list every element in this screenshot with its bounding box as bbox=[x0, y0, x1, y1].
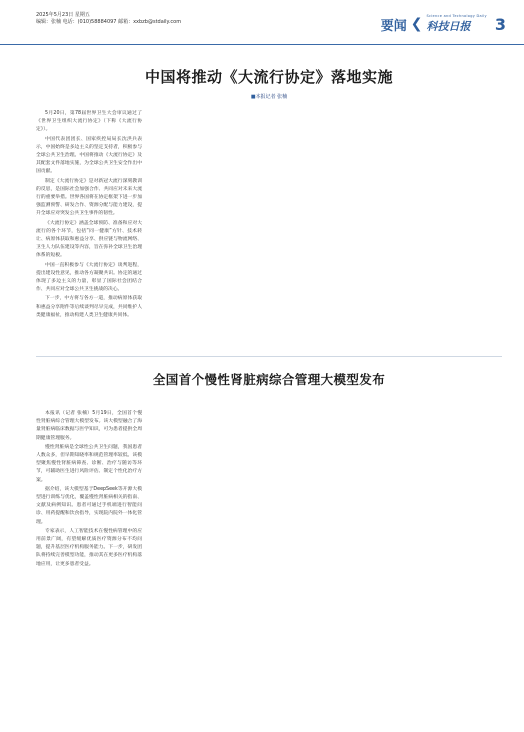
article-body bbox=[36, 110, 502, 350]
chevron-left-icon: ❮ bbox=[410, 16, 423, 32]
paragraph: 《大流行协定》涵盖全球预防、准备和应对大流行的各个环节，包括“同一健康”方针、技术转让、病原体获取和惠益分享、供应链与物流网络、卫生人力队伍建设等内容，旨在弥补全球卫生治理体系的短板。 bbox=[36, 220, 142, 259]
article-body bbox=[36, 410, 502, 710]
byline-text: 本报记者 张楠 bbox=[255, 94, 288, 100]
article-title: 全国首个慢性肾脏病综合管理大模型发布 bbox=[152, 372, 386, 387]
editor-contact: 编辑：张楠 电话：(010)58884097 邮箱：xxbzb@stdaily.com bbox=[36, 19, 182, 25]
brand-logo: 科技日报 bbox=[426, 20, 471, 33]
brand-block bbox=[427, 14, 487, 34]
byline-dot-icon: ■ bbox=[250, 94, 256, 100]
article-lead bbox=[36, 58, 502, 358]
paragraph: 制定《大流行协定》是对新冠大流行深刻教训的反思，是国际社会加强合作、共同应对未来大流行的重要举措。世界各国将在协定框架下进一步加强监测预警、研发合作、资源分配与能力建设，提升全球应对突发公共卫生事件的韧性。 bbox=[36, 178, 142, 217]
article-secondary bbox=[36, 364, 502, 714]
paragraph: 慢性肾脏病是全球性公共卫生问题，我国患者人数众多，但早期知晓率和规范管理率较低。该模型聚焦慢性肾脏病筛查、诊断、治疗与随访等环节，可辅助医生进行风险评估、制定个性化治疗方案。 bbox=[36, 444, 142, 483]
paragraph: 本报讯（记者 张楠）5月19日，全国首个慢性肾脏病综合管理大模型发布。该大模型融合了海量肾脏病临床数据与医学知识，可为患者提供全周期健康管理服务。 bbox=[36, 411, 142, 441]
issue-date: 2025年5月23日 星期五 bbox=[36, 12, 90, 18]
article-title: 中国将推动《大流行协定》落地实施 bbox=[144, 68, 393, 86]
section-name: 要闻 bbox=[380, 18, 407, 34]
page-number: 3 bbox=[494, 14, 506, 34]
page-header bbox=[0, 0, 524, 45]
brand-english: Science and Technology Daily bbox=[426, 14, 487, 18]
masthead bbox=[381, 14, 506, 34]
paragraph: 下一步，中方将与各方一道，推动病原体获取和惠益分享附件等后续谈判尽早完成，共同维护人类健康福祉，推动构建人类卫生健康共同体。 bbox=[36, 296, 142, 318]
paragraph: 5月20日，第78届世界卫生大会审议通过了《世界卫生组织大流行协定》（下称《大流行协定》）。 bbox=[36, 111, 142, 133]
paragraph: 中国一直积极参与《大流行协定》谈判进程，提出建设性意见，推动各方凝聚共识。协定的通过体现了多边主义的力量，彰显了国际社会团结合作、共同应对全球公共卫生挑战的决心。 bbox=[36, 262, 142, 293]
paragraph: 中国代表团团长、国家疾控局局长沈洪兵表示，中国始终是多边主义的坚定支持者，积极参与全球公共卫生治理。中国将推动《大流行协定》及其配套文件落地实施，为全球公共卫生安全作出中国贡献。 bbox=[36, 136, 142, 175]
byline bbox=[36, 93, 502, 100]
paragraph: 专家表示，人工智能技术在慢性病管理中的应用前景广阔，有望缓解优质医疗资源分布不均问题，提升基层医疗机构服务能力。下一步，研发团队将持续完善模型功能，推动其在更多医疗机构落地应用，让更多患者受益。 bbox=[36, 528, 142, 567]
issue-meta bbox=[36, 12, 181, 26]
section-divider bbox=[36, 356, 502, 357]
paragraph: 据介绍，该大模型基于DeepSeek等开源大模型进行训练与优化，覆盖慢性肾脏病相关的指南、文献及病例知识。患者可通过手机端进行智能问诊、用药提醒和饮食指导，实现院内院外一体化管理。 bbox=[36, 486, 142, 525]
